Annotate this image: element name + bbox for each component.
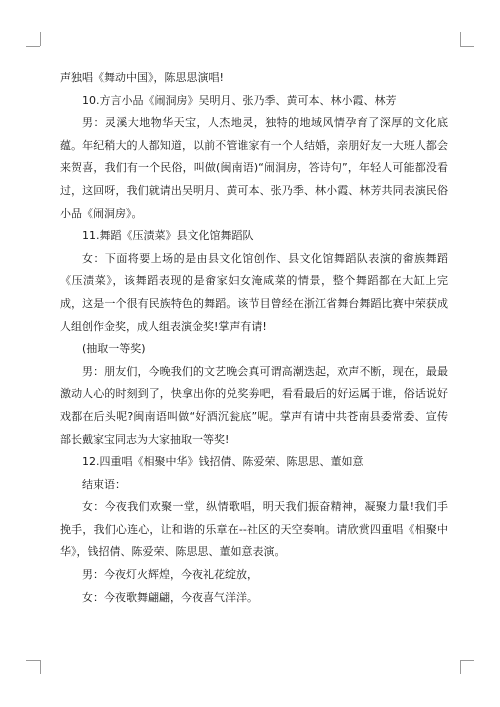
closing-remarks-heading: 结束语： (82, 477, 126, 491)
host-female-final: 女：今夜歌舞翩翩，今夜喜气洋洋。 (82, 590, 258, 604)
program-item-11-title: 11.舞蹈《压渍菜》县文化馆舞蹈队 (82, 229, 254, 243)
program-item-10-title: 10.方言小品《闹洞房》吴明月、张乃季、黄可本、林小霞、林芳 (82, 93, 397, 107)
lottery-first-prize-note: (抽取一等奖) (82, 342, 146, 356)
document-body (60, 67, 448, 609)
host-male-lottery: 男：朋友们，今晚我们的文艺晚会真可谓高潮迭起，欢声不断，现在，最最激动人心的时刻到了，快拿出你的兑奖劵吧，看看最后的好运属于谁，俗话说好戏都在后头呢?闽南语叫做“好酒沉瓮底”呢。掌声有请中共苍南县委常委、宣传部长戴家宝同志为大家抽取一等奖! (60, 364, 448, 446)
host-male-closing: 男：今夜灯火辉煌，今夜礼花绽放， (82, 568, 258, 582)
host-male-intro-10: 男：灵溪大地物华天宝，人杰地灵，独特的地域风情孕育了深厚的文化底蕴。年纪稍大的人都知道，以前不管谁家有一个人结婚，亲朋好友一大班人都会来贺喜，我们有一个民俗，叫做(闽南语)“闹洞房，答诗句”，年轻人可能都没看过，这回呀，我们就请出吴明月、黄可本、张乃季、林小霞、林芳共同表演民俗小品《闹洞房》。 (60, 116, 448, 220)
host-female-closing: 女：今夜我们欢聚一堂，纵情歌唱，明天我们振奋精神，凝聚力量!我们手挽手，我们心连心，让和谐的乐章在--社区的天空奏响。请欣赏四重唱《相聚中华》，钱招倩、陈爱荣、陈思思、董如意表演。 (60, 500, 448, 559)
paragraph-continuation: 声独唱《舞动中国》，陈思思演唱! (60, 71, 224, 84)
host-female-intro-11: 女：下面将要上场的是由县文化馆创作、县文化馆舞蹈队表演的畲族舞蹈《压渍菜》，该舞蹈表现的是畲家妇女淹咸菜的情景，整个舞蹈都在大缸上完成，这是一个很有民族特色的舞蹈。该节目曾经在浙江省舞台舞蹈比赛中荣获成人组创作金奖，成人组表演金奖!掌声有请! (60, 251, 448, 333)
program-item-12-title: 12.四重唱《相聚中华》钱招倩、陈爱荣、陈思思、董如意 (82, 455, 364, 469)
